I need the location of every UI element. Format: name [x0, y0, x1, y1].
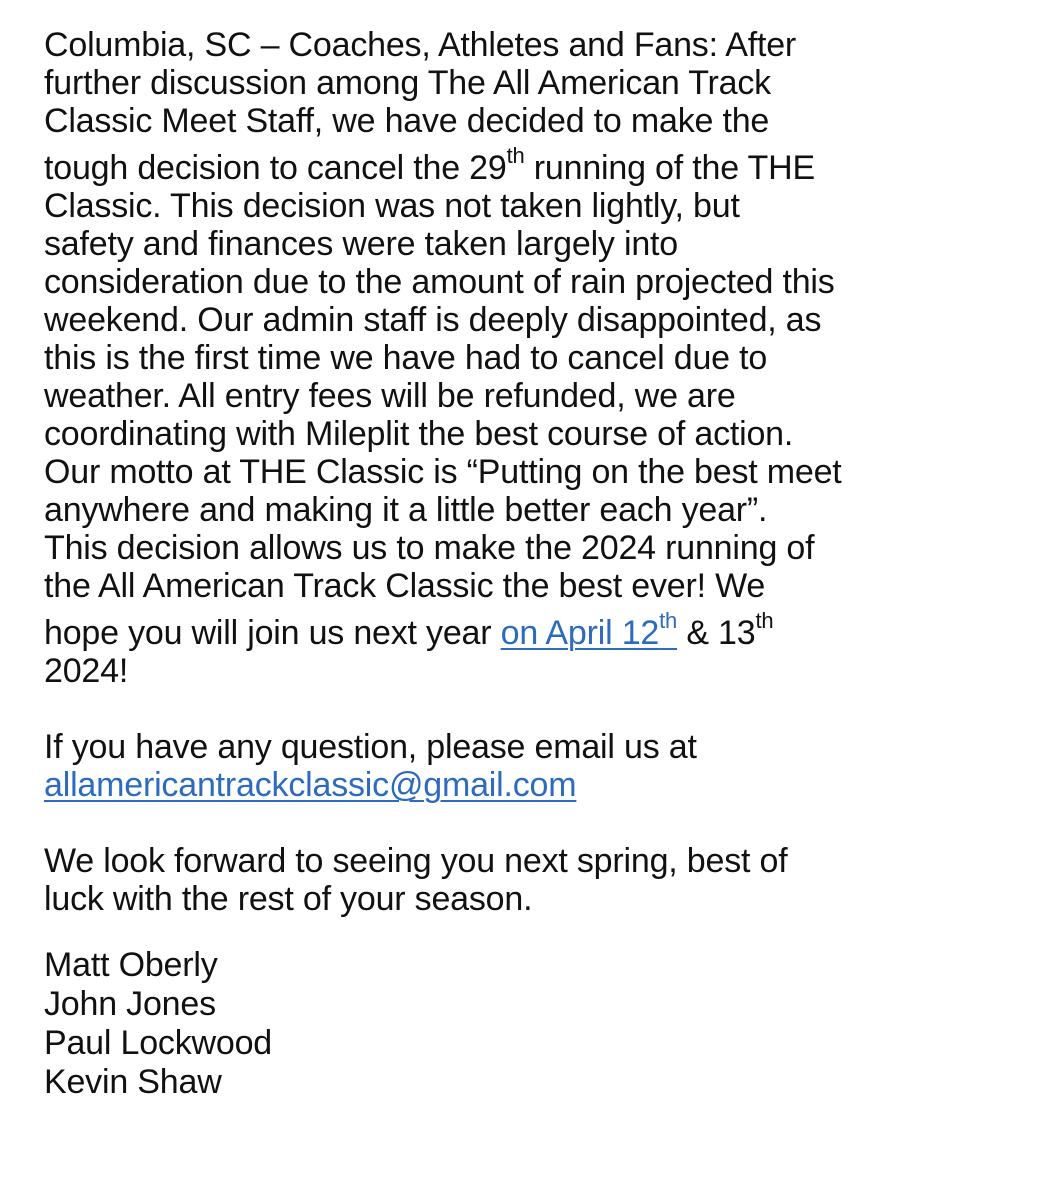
event-date-line — [44, 608, 1044, 652]
body-text: hope you will join us next year — [44, 614, 501, 652]
body-text: running of the THE — [524, 149, 815, 187]
body-line-with-superscript — [44, 143, 1044, 187]
body-line: the All American Track Classic the best ever! We — [44, 567, 766, 605]
paragraph-spacer — [44, 804, 1044, 842]
body-line: Columbia, SC – Coaches, Athletes and Fans: After — [44, 26, 797, 64]
body-line: 2024! — [44, 652, 129, 690]
ordinal-suffix: th — [506, 143, 525, 168]
signer-name: Paul Lockwood — [44, 1024, 272, 1062]
ordinal-suffix: th — [659, 608, 678, 633]
email-line — [44, 766, 1044, 804]
signer-name: Kevin Shaw — [44, 1063, 222, 1101]
body-line: Our motto at THE Classic is “Putting on the best meet — [44, 453, 842, 491]
paragraph-spacer — [44, 918, 1044, 946]
body-line: coordinating with Mileplit the best course of action. — [44, 415, 794, 453]
signer-name: John Jones — [44, 985, 216, 1023]
event-date-link-text: on April 12 — [500, 614, 660, 652]
body-line: This decision allows us to make the 2024 running of — [44, 529, 815, 567]
body-line: consideration due to the amount of rain projected this — [44, 263, 835, 301]
body-line: anywhere and making it a little better each year”. — [44, 491, 768, 529]
letter-body — [44, 26, 1044, 1102]
body-line: weather. All entry fees will be refunded, we are — [44, 377, 736, 415]
signer-name: Matt Oberly — [44, 946, 218, 984]
body-line: this is the first time we have had to cancel due to — [44, 339, 768, 377]
body-line: further discussion among The All American Track — [44, 64, 771, 102]
email-link[interactable]: allamericantrackclassic@gmail.com — [44, 766, 577, 804]
event-date-link[interactable] — [500, 608, 678, 652]
paragraph-spacer — [44, 690, 1044, 728]
announcement-letter — [44, 26, 1044, 1102]
ordinal-suffix: th — [755, 608, 774, 633]
closing-line: luck with the rest of your season. — [44, 880, 533, 918]
body-text: tough decision to cancel the 29 — [44, 149, 507, 187]
contact-line: If you have any question, please email us at — [44, 728, 697, 766]
signature-block — [44, 946, 1044, 1102]
body-line: safety and finances were taken largely into — [44, 225, 678, 263]
body-line: Classic. This decision was not taken lightly, but — [44, 187, 740, 225]
closing-line: We look forward to seeing you next spring, best of — [44, 842, 788, 880]
body-line: weekend. Our admin staff is deeply disappointed, as — [44, 301, 822, 339]
body-line: Classic Meet Staff, we have decided to make the — [44, 102, 770, 140]
body-text: & 13 — [677, 614, 756, 652]
